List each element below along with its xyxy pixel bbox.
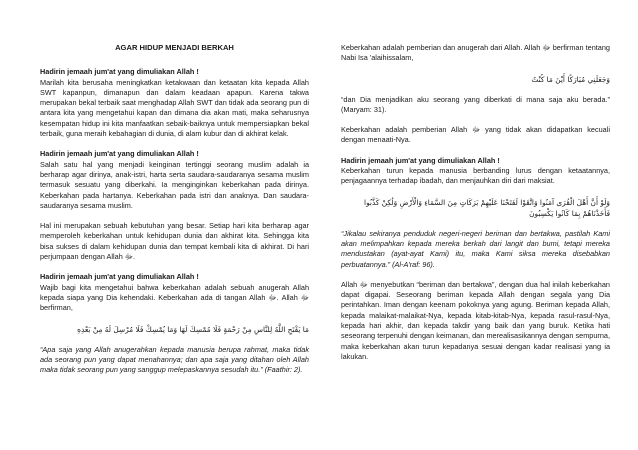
arabic-verse-araf: وَلَوْ أَنَّ أَهْلَ الْقُرَى آمَنُوا وَاتَّقَوْا لَفَتَحْنَا عَلَيْهِمْ بَرَكَاتٍ مِنَ السَّمَاءِ وَالْأَرْضِ وَلَٰكِنْ كَذَّبُوا فَأَخَذْنَاهُمْ بِمَا كَانُوا يَكْسِبُونَ bbox=[364, 197, 610, 218]
right-column bbox=[341, 0, 610, 372]
paragraph-beriman: Allah ﷻ menyebutkan “beriman dan bertakwa”, dengan dua hal inilah keberkahan dapat digapai. Seseorang beriman kepada Allah dengan segala yang Dia perintahkan. Iman dengan keenam pokoknya yang agung. Beriman kepada Allah, kepada malaikat-malaikat-Nya, kepada kitab-kitab-Nya, kepada rasul-rasul-Nya, kepada hari akhir, dan kepada takdir yang baik dan yang buruk. Ketika hati seseorang terpenuhi dengan keimanan, dan merealisasikannya dengan sempurna, maka keberkahan akan turun kepadanya sesuai dengan kadar realisasi yang ia lakukan. bbox=[341, 279, 610, 361]
paragraph-kebutuhan: Hal ini merupakan sebuah kebutuhan yang besar. Setiap hari kita berharap agar memperoleh keberkahan untuk kehidupan dunia dan akhirat kita. Sehingga kita bisa sukses di dalam kehidupan dunia dan tempat kembali kita di akhirat. Di hari perjumpaan dengan Allah ﷻ. bbox=[40, 221, 309, 262]
paragraph-pemberian: Keberkahan adalah pemberian dan anugerah dari Allah. Allah ﷻ berfirman tentang Nabi Isa 'alaihissalam, bbox=[341, 43, 610, 63]
paragraph-keinginan: Salah satu hal yang menjadi keinginan tertinggi seorang muslim adalah ia berharap agar dirinya, anak-istri, harta serta saudara-saudaranya sesama muslim termasuk sesuatu yang diberkahi. Ia menginginkan keberkahan pada dirinya. Keberkahan pada hartanya. Keberkahan pada istri dan anaknya. Dan saudara-saudaranya sesama muslim. bbox=[40, 159, 309, 210]
greeting-heading-3: Hadirin jemaah jum'at yang dimuliakan Allah ! bbox=[40, 272, 199, 282]
arabic-verse-faathir: مَا يَفْتَحِ اللَّهُ لِلنَّاسِ مِنْ رَحْمَةٍ فَلَا مُمْسِكَ لَهَا وَمَا يُمْسِكْ فَلَا مُرْسِلَ لَهُ مِنْ بَعْدِهِ bbox=[77, 324, 309, 334]
greeting-heading-1: Hadirin jemaah jum'at yang dimuliakan Allah ! bbox=[40, 67, 199, 77]
greeting-heading-4: Hadirin jemaah jum'at yang dimuliakan Allah ! bbox=[341, 155, 500, 165]
arabic-verse-maryam: وَجَعَلَنِي مُبَارَكًا أَيْنَ مَا كُنْتُ bbox=[531, 74, 610, 84]
document-title: AGAR HIDUP MENJADI BERKAH bbox=[115, 43, 234, 52]
paragraph-takwa: Marilah kita berusaha meningkatkan ketakwaan dan ketaatan kita kepada Allah SWT kapanpun, dimanapun dan dalam keadaan apapun. Karena takwa merupakan bekal terbaik saat menghadap Allah SWT dan tidak ada seorang pun di antara kita yang mengetahui kapan dan dimana dia akan mati, maka seharusnya kesempatan hidup ini kita manfaatkan sebaik-baiknya untuk mempersiapkan bekal terbaik, guna meraih kebahagian di dunia, di alam kubur dan di akhirat kelak. bbox=[40, 77, 309, 139]
paragraph-anugerah: Wajib bagi kita mengetahui bahwa keberkahan adalah sebuah anugerah Allah kepada siapa yang Dia kehendaki. Keberkahan ada di tangan Allah ﷻ. Allah ﷻ berfirman, bbox=[40, 282, 310, 313]
paragraph-ketaatan: Keberkahan turun kepada manusia berbanding lurus dengan ketaatannya, penjagaannya terhadap ibadah, dan menjauhkan diri dari maksiat. bbox=[341, 166, 610, 186]
translation-maryam: “dan Dia menjadikan aku seorang yang diberkati di mana saja aku berada.” (Maryam: 31). bbox=[341, 94, 610, 114]
paragraph-menaati: Keberkahan adalah pemberian Allah ﷻ yang tidak akan didapatkan kecuali dengan menaati-Nya. bbox=[341, 125, 610, 145]
left-column bbox=[40, 0, 309, 385]
greeting-heading-2: Hadirin jemaah jum'at yang dimuliakan Allah ! bbox=[40, 149, 199, 159]
translation-araf: “Jikalau sekiranya penduduk negeri-negeri beriman dan bertakwa, pastilah Kami akan melimpahkan kepada mereka berkah dari langit dan bumi, tetapi mereka mendustakan (ayat-ayat Kami) itu, maka Kami siksa mereka disebabkan perbuatannya.” (Al-A'raf: 96). bbox=[341, 228, 610, 269]
translation-faathir: “Apa saja yang Allah anugerahkan kepada manusia berupa rahmat, maka tidak ada seorang pun yang dapat menahannya; dan apa saja yang ditahan oleh Allah maka tidak seorang pun yang sanggup melepaskannya sesudah itu.” (Faathir: 2). bbox=[40, 344, 309, 375]
